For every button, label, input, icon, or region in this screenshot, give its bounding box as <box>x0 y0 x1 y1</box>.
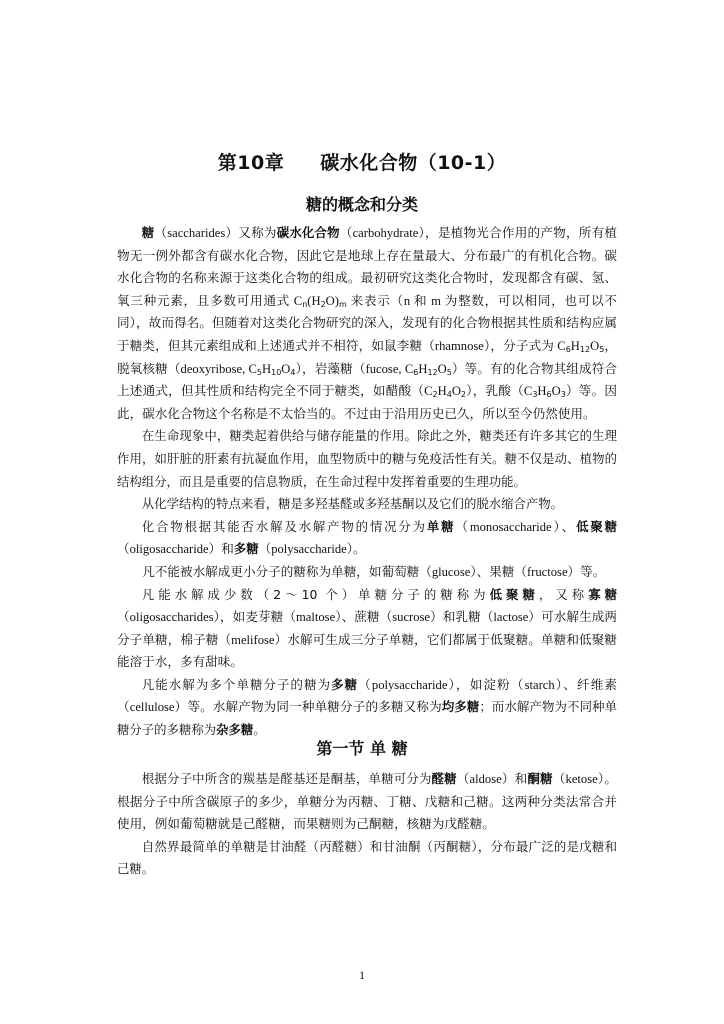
text-run: （oligosaccharides），如麦芽糖（maltose）、蔗糖（sucrose）和乳糖（lactose）可水解生成两分子单糖，棉子糖（melifose）水解可生成三分子单糖，它们都属于低聚糖。单糖和低聚糖能溶于水，多有甜味。 <box>117 610 617 670</box>
paragraph-structure: 从化学结构的特点来看，糖是多羟基醛或多羟基酮以及它们的脱水缩合产物。 <box>141 496 564 512</box>
text-run: O <box>437 361 447 376</box>
subscript: 2 <box>460 390 467 400</box>
text-run: H <box>418 361 428 376</box>
text-run: O) <box>325 293 339 308</box>
subscript: 12 <box>579 344 591 354</box>
term-saccharides: 糖 <box>141 225 155 240</box>
text-run: (H <box>307 293 321 308</box>
paragraph-monosaccharide: 凡不能被水解成更小分子的糖称为单糖，如葡萄糖（glucose）、果糖（fructose）等。 <box>142 564 606 579</box>
term-carbohydrate: 碳水化合物 <box>276 225 340 240</box>
text-run: O <box>281 361 291 376</box>
section-heading: 第一节 单 糖 <box>316 739 408 758</box>
term-oligo: 寡糖 <box>588 586 618 602</box>
paragraph-simplest-sugar: 自然界最简单的单糖是甘油醛（丙醛糖）和甘油酮（丙酮糖），分布最广泛的是戊糖和己糖。 <box>117 838 617 877</box>
text-run: H <box>437 384 447 399</box>
text-run: 根据分子中所含的羰基是醛基还是酮基，单糖可分为 <box>141 771 432 786</box>
term-oligosaccharide-2: 低聚糖 <box>489 586 539 602</box>
term-ketose: 酮糖 <box>527 771 553 786</box>
chapter-title <box>0 148 724 175</box>
subscript: 3 <box>560 390 566 400</box>
text-run: ，脱氧核糖（deoxyribose, C <box>117 338 617 376</box>
text-run: （oligosaccharide）和 <box>117 542 234 557</box>
chapter-name: 碳水化合物（10-1） <box>320 152 507 174</box>
intro-heading: 糖的概念和分类 <box>305 195 418 214</box>
text-run: 凡能水解成少数（2～10 个）单糖分子的糖称为 <box>141 586 490 602</box>
chapter-number: 第10章 <box>217 152 285 174</box>
subscript: 3 <box>532 390 538 400</box>
subscript: 2 <box>432 390 438 400</box>
term-heteropolysaccharide: 杂多糖 <box>216 722 254 738</box>
intro-body <box>117 222 617 742</box>
text-run: 来表示（n 和 m 为整数，可以相同，也可以不同），故而得名。但随着对这类化合物研究的深入，发现有的化合物根据其性质和结构应属于糖类，但其元素组成和上述通式并不相符，如鼠李糖（rhamnose），分子式为 C <box>117 293 617 353</box>
text-run: （ketose）。根据分子中所含碳原子的多少，单糖分为丙糖、丁糖、戊糖和己糖。这两种分类法常合并使用，例如葡萄糖就是己醛糖，而果糖则为己酮糖，核糖为戊醛糖。 <box>117 772 618 832</box>
subscript: 10 <box>271 367 282 377</box>
text-run: ；而水解产物为不同种单糖分子的多糖称为 <box>117 699 618 738</box>
subscript: 4 <box>446 390 452 400</box>
section-body <box>117 768 617 881</box>
text-run: （monosaccharide）、 <box>455 519 577 534</box>
term-oligosaccharide: 低聚糖 <box>576 518 618 534</box>
term-polysaccharide: 多糖 <box>233 541 259 557</box>
subscript: 6 <box>546 390 552 400</box>
text-run: （polysaccharide）。 <box>258 542 366 557</box>
term-homopolysaccharide: 均多糖 <box>441 699 480 715</box>
term-monosaccharide: 单糖 <box>426 518 456 534</box>
text-run: ，又称 <box>538 586 589 602</box>
text-run: 化合物根据其能否水解及水解产物的情况分为 <box>141 518 427 534</box>
subscript: 6 <box>413 367 419 377</box>
paragraph-oligosaccharide <box>117 584 617 674</box>
text-run: O <box>451 384 461 399</box>
paragraph-functions: 在生命现象中，糖类起着供给与储存能量的作用。除此之外，糖类还有许多其它的生理作用，如肝脏的肝素有抗凝血作用，血型物质中的糖与免疫活性有关。糖不仅是动、植物的结构组分，而且是重要的信息物质，在生命过程中发挥着重要的生理功能。 <box>117 428 617 489</box>
subscript: 4 <box>290 367 296 377</box>
term-aldose: 醛糖 <box>431 771 457 786</box>
subscript: m <box>338 299 347 309</box>
paragraph-classification <box>117 516 617 561</box>
paragraph-aldose-ketose <box>117 768 617 836</box>
subscript: 5 <box>446 367 452 377</box>
subscript: 12 <box>427 367 438 377</box>
text-run: ）等。因此，碳水化合物这个名称是不太恰当的。不过由于沿用历史已久，所以至今仍然使用。 <box>117 384 617 421</box>
text-run: （saccharides）又称为 <box>154 226 277 240</box>
subscript: n <box>302 299 308 309</box>
text-run: O <box>590 338 600 353</box>
subscript: 2 <box>320 299 326 309</box>
subscript: 5 <box>599 344 605 354</box>
paragraph-polysaccharide <box>117 674 617 742</box>
term-polysaccharide-2: 多糖 <box>331 676 359 692</box>
text-run: （carbohydrate），是植物光合作用的产物，所有植物无一例外都含有碳水化合物，因此它是地球上存在量最大、分布最广的有机化合物。碳水化合物的名称来源于这类化合物的组成。最初研究这类化合物时，发现都含有碳、氢、氧三种元素，且多数可用通式 C <box>117 226 617 308</box>
text-run: 。 <box>253 722 266 738</box>
text-run: ），岩藻糖（fucose, C <box>295 361 414 376</box>
text-run: H <box>262 361 272 376</box>
text-run: O <box>551 384 561 399</box>
page-number: 1 <box>359 968 365 982</box>
text-run: 凡能水解为多个单糖分子的糖为 <box>141 676 332 692</box>
text-run: （polysaccharide），如淀粉（starch）、纤维素（cellulose）等。水解产物为同一种单糖分子的多糖又称为 <box>117 677 618 715</box>
subscript: 5 <box>256 367 262 377</box>
text-run: ）等。有的化合物其组成符合上述通式，但其性质和结构完全不同于糖类，如醋酸（C <box>117 361 618 399</box>
text-run: H <box>537 384 547 399</box>
subscript: 6 <box>565 344 571 354</box>
paragraph-definition <box>117 222 617 425</box>
text-run: ），乳酸（C <box>466 384 533 399</box>
text-run: H <box>570 338 580 353</box>
text-run: （aldose）和 <box>456 772 528 786</box>
